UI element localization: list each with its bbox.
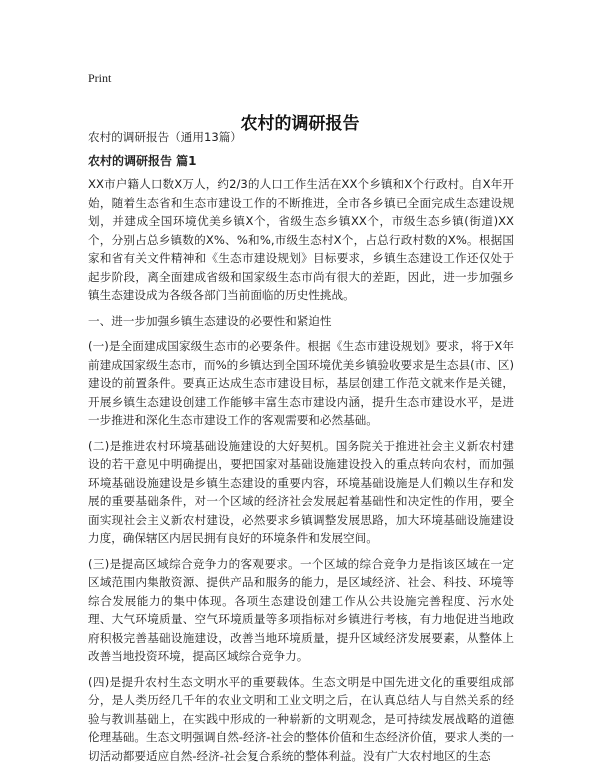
paragraph-point-four: (四)是提升农村生态文明水平的重要载体。生态文明是中国先进文化的重要组成部分，是人类历经几千年的农业文明和工业文明之后，在认真总结人与自然关系的经验与教训基础上，在实践中形成的一种崭新的文明观念，是可持续发展战略的道德伦理基础。生态文明强调自然-经济-社会的整体价值和生态经济价值，要求人类的一切活动都要适应自然-经济-社会复合系统的整体利益。没有广大农村地区的生态 xyxy=(88,674,514,763)
paragraph-heading-one: 一、进一步加强乡镇生态建设的必要性和紧迫性 xyxy=(88,313,332,328)
document-title: 农村的调研报告 xyxy=(240,114,360,135)
paragraph-point-two: (二)是推进农村环境基础设施建设的大好契机。国务院关于推进社会主义新农村建设的若干意见中明确提出，要把国家对基础设施建设投入的重点转向农村，而加强环境基础设施建设是乡镇生态建设的重要内容，环境基础设施是人们赖以生存和发展的重要基础条件，对一个区域的经济社会发展起着基础性和决定性的作用，要全面实现社会主义新农村建设，必然要求乡镇调整发展思路，加大环境基础设施建设力度，确保辖区内居民拥有良好的环境条件和发展空间。 xyxy=(88,438,514,545)
paragraph-intro: XX市户籍人口数X万人，约2/3的人口工作生活在XX个乡镇和X个行政村。自X年开始，随着生态省和生态市建设工作的不断推进，全市各乡镇已全面完成生态建设规划，并建成全国环境优美乡镇X个，省级生态乡镇XX个，市级生态乡镇(街道)XX个，分别占总乡镇数的X%、%和%,市级生态村X个，占总行政村数的X%。根据国家和省有关文件精神和《生态市建设规划》目标要求，乡镇生态建设工作还仅处于起步阶段，离全面建成省级和国家级生态市尚有很大的差距，因此，进一步加强乡镇生态建设成为各级各部门当前面临的历史性挑战。 xyxy=(88,177,514,302)
paragraph-point-one: (一)是全面建成国家级生态市的必要条件。根据《生态市建设规划》要求，将于X年前建成国家级生态市，而%的乡镇达到全国环境优美乡镇验收要求是生态县(市、区)建设的前置条件。要真正达成生态市建设目标，基层创建工作范文就来作是关键，开展乡镇生态建设创建工作能够丰富生态市建设内涵，提升生态市建设水平，是进一步推进和深化生态市建设工作的客观需要和必然基础。 xyxy=(88,339,514,427)
document-subtitle: 农村的调研报告（通用13篇） xyxy=(88,130,242,144)
print-label: Print xyxy=(88,71,112,85)
document-body xyxy=(88,128,514,772)
section-heading: 农村的调研报告 篇1 xyxy=(88,153,197,168)
paragraph-point-three: (三)是提高区域综合竞争力的客观要求。一个区域的综合竞争力是指该区域在一定区域范围内集散资源、提供产品和服务的能力，是区域经济、社会、科技、环境等综合发展能力的集中体现。各项生态建设创建工作从公共设施完善程度、污水处理、大气环境质量、空气环境质量等多项指标对乡镇进行考核，有力地促进当地政府积极完善基础设施建设，改善当地环境质量，提升区域经济发展要素，从整体上改善当地投资环境，提高区域综合竞争力。 xyxy=(88,556,514,663)
